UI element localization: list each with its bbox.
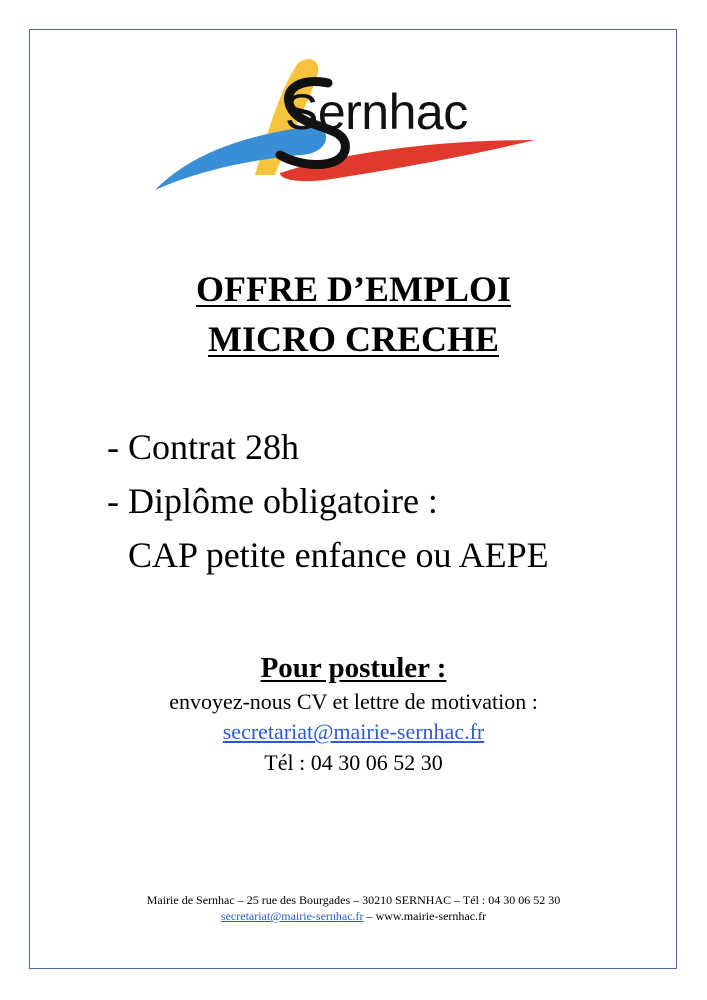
footer-address: Mairie de Sernhac – 25 rue des Bourgades – 30210 SERNHAC – Tél : 04 30 06 52 30: [146, 893, 561, 907]
bullet-contract: - Contrat 28h: [107, 427, 299, 467]
footer-website: – www.mairie-sernhac.fr: [363, 909, 487, 923]
apply-email-link[interactable]: secretariat@mairie-sernhac.fr: [222, 719, 485, 744]
apply-heading: Pour postuler :: [260, 652, 447, 684]
apply-instructions: envoyez-nous CV et lettre de motivation :: [169, 689, 538, 714]
footer-contact: [0, 909, 707, 924]
sernhac-logo: [150, 55, 535, 195]
bullet-diploma-detail: CAP petite enfance ou AEPE: [128, 535, 549, 575]
title-line-2: MICRO CRECHE: [207, 319, 499, 359]
footer-email-link[interactable]: secretariat@mairie-sernhac.fr: [220, 909, 364, 923]
logo-text: Sernhac: [285, 84, 468, 140]
title-line-1: OFFRE D’EMPLOI: [196, 269, 511, 309]
bullet-diploma: - Diplôme obligatoire :: [107, 481, 438, 521]
requirements-list: [107, 420, 549, 582]
apply-phone: Tél : 04 30 06 52 30: [264, 750, 443, 775]
